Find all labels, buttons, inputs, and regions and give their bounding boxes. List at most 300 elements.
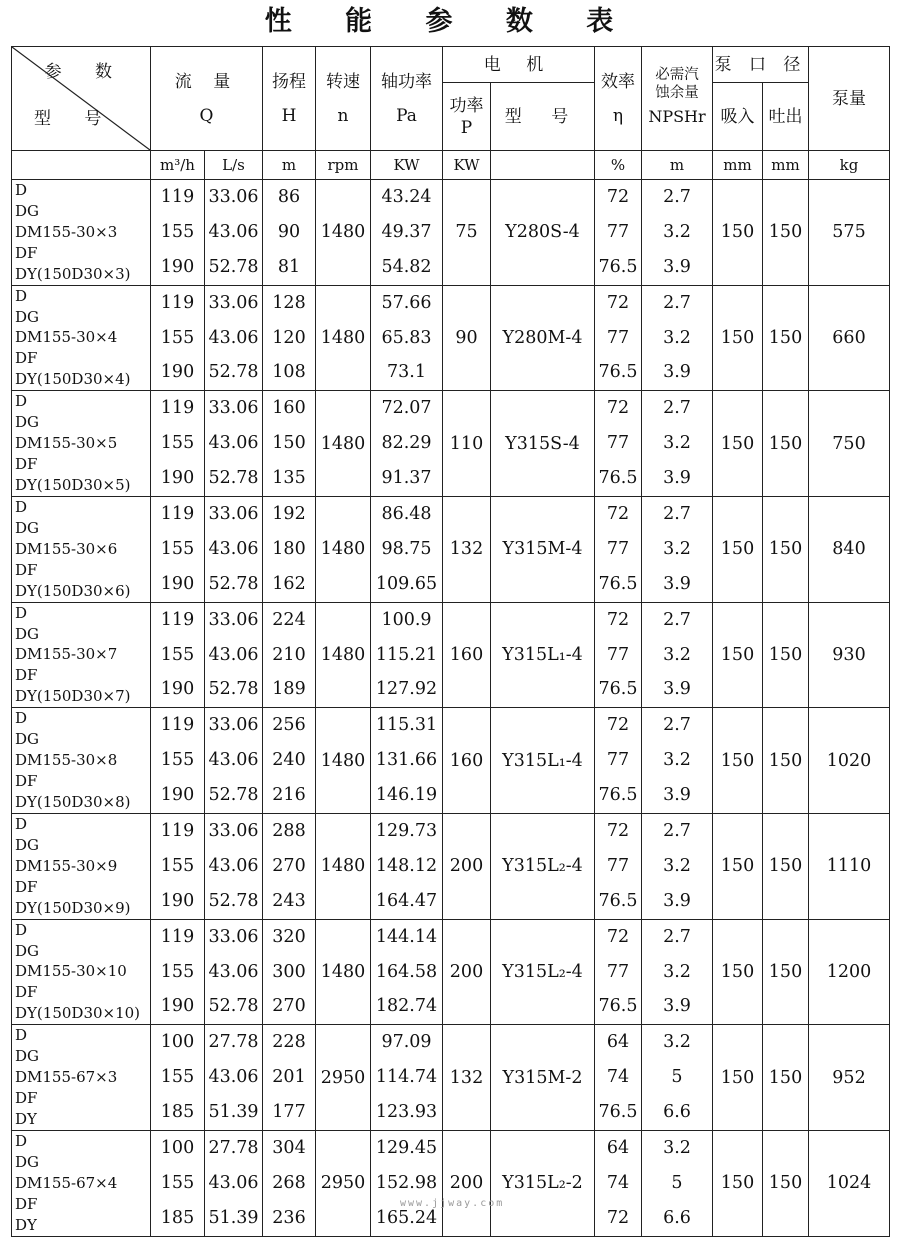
shaft-power-value: 65.83 [381,327,432,348]
head-value: 108 [272,362,306,383]
npsh-header [642,47,713,151]
flow-ls-value: 43.06 [208,327,259,348]
npsh-cell [642,1131,713,1237]
npsh-value: 3.2 [663,327,691,348]
head-value: 177 [272,1102,306,1123]
pump-weight-value: 1200 [809,919,890,1025]
shaft-power-cell [371,497,443,603]
motor-power-value: 75 [443,180,491,286]
head-value: 240 [272,750,306,771]
shaft-power-value: 54.82 [381,256,432,277]
efficiency-value: 76.5 [598,890,638,911]
npsh-value: 5 [671,1067,683,1088]
motor-power-value: 110 [443,391,491,497]
speed-value: 1480 [316,602,371,708]
head-value: 135 [272,468,306,489]
efficiency-value: 76.5 [598,362,638,383]
model-name: DM155-30×7 [15,645,118,664]
npsh-value: 2.7 [663,821,691,842]
speed-value: 1480 [316,497,371,603]
pump-weight-value: 660 [809,285,890,391]
efficiency-value: 76.5 [598,785,638,806]
pump-weight-value: 952 [809,1025,890,1131]
flow-m3h-value: 185 [160,1207,195,1228]
model-name: DM155-30×8 [15,751,118,770]
flow-ls-value: 33.06 [208,504,259,525]
efficiency-value: 72 [606,187,630,207]
head-value: 288 [272,821,306,842]
flow-label: 流 量 [174,71,239,92]
efficiency-value: 76.5 [598,996,638,1017]
flow-ls-value: 27.78 [208,1138,259,1159]
inlet-diameter-value: 150 [713,708,763,814]
flow-ls-cell [205,919,263,1025]
model-name: D [15,392,28,411]
flow-ls-value: 43.06 [208,433,259,454]
shaft-power-value: 182.74 [375,996,438,1017]
speed-value: 1480 [316,391,371,497]
motor-power-value: 200 [443,814,491,920]
head-cell [263,285,316,391]
shaft-power-value: 115.21 [375,644,438,665]
motor-power-value: 132 [443,497,491,603]
shaft-power-value: 129.73 [375,821,438,842]
npsh-value: 3.9 [663,573,691,594]
flow-ls-cell [205,285,263,391]
motor-model-value: Y280S-4 [491,180,595,286]
model-name: DY(150D30×7) [15,687,131,706]
flow-m3h-value: 100 [160,1032,195,1053]
flow-ls-value: 52.78 [208,256,259,277]
head-value: 320 [272,926,306,947]
npsh-value: 2.7 [663,187,691,207]
flow-ls-cell [205,497,263,603]
model-name: DF [15,1194,38,1213]
model-name: DY(150D30×8) [15,792,131,811]
model-name: DF [15,877,38,896]
shaft-power-value: 164.47 [375,890,438,911]
model-name: D [15,286,28,305]
model-name: D [15,603,28,622]
model-name: D [15,498,28,517]
unit-shaft-power: KW [371,151,443,180]
head-cell [263,814,316,920]
weight-header: 泵量 [809,47,890,151]
flow-m3h-value: 119 [160,292,195,313]
motor-model-value: Y280M-4 [491,285,595,391]
head-value: 192 [272,504,306,525]
model-cell [12,180,151,286]
speed-value: 1480 [316,814,371,920]
pump-model-row [12,1025,890,1131]
npsh-cell [642,919,713,1025]
unit-weight: kg [809,151,890,180]
model-name: DG [15,835,40,854]
model-name: DM155-30×3 [15,222,118,241]
shaft-power-value: 109.65 [375,573,438,594]
motor-power-value: 160 [443,602,491,708]
efficiency-header [595,47,642,151]
pump-weight-value: 750 [809,391,890,497]
flow-m3h-value: 155 [160,221,195,242]
flow-ls-value: 51.39 [208,1207,259,1228]
npsh-cell [642,391,713,497]
flow-ls-value: 43.06 [208,961,259,982]
efficiency-value: 77 [606,750,630,771]
shaft-power-value: 98.75 [381,538,432,559]
flow-m3h-value: 119 [160,926,195,947]
shaft-power-value: 57.66 [381,292,432,313]
model-name: DM155-67×4 [15,1173,118,1192]
model-name: DM155-67×3 [15,1068,118,1087]
efficiency-value: 77 [606,855,630,876]
flow-m3h-value: 155 [160,1067,195,1088]
outlet-diameter-value: 150 [763,180,809,286]
motor-model-value: Y315L₁-4 [491,708,595,814]
head-value: 228 [272,1032,306,1053]
head-cell [263,497,316,603]
flow-ls-value: 52.78 [208,362,259,383]
flow-m3h-cell [151,1025,205,1131]
inlet-diameter-value: 150 [713,497,763,603]
head-cell [263,708,316,814]
head-value: 162 [272,573,306,594]
flow-ls-value: 52.78 [208,890,259,911]
flow-m3h-value: 119 [160,821,195,842]
flow-ls-cell [205,814,263,920]
shaft-power-value: 165.24 [375,1207,438,1228]
head-value: 180 [272,538,306,559]
unit-cell-empty [12,151,151,180]
efficiency-value: 74 [606,1172,630,1193]
shaft-power-value: 97.09 [381,1032,432,1053]
unit-efficiency: % [595,151,642,180]
npsh-value: 2.7 [663,926,691,947]
model-name: DY(150D30×3) [15,264,131,283]
flow-m3h-cell [151,180,205,286]
flow-m3h-value: 190 [160,996,195,1017]
head-value: 270 [272,996,306,1017]
flow-ls-value: 33.06 [208,292,259,313]
model-name: DG [15,624,40,643]
pump-model-row [12,708,890,814]
efficiency-value: 72 [606,926,630,947]
flow-ls-value: 43.06 [208,538,259,559]
pump-weight-value: 1024 [809,1131,890,1237]
npsh-value: 6.6 [663,1102,691,1123]
npsh-value: 2.7 [663,398,691,419]
flow-ls-value: 33.06 [208,821,259,842]
motor-model-value: Y315M-2 [491,1025,595,1131]
flow-m3h-value: 119 [160,609,195,630]
corner-header [12,47,151,151]
motor-power-value: 200 [443,1131,491,1237]
flow-m3h-value: 155 [160,538,195,559]
flow-ls-value: 33.06 [208,187,259,207]
unit-head: m [263,151,316,180]
outlet-diameter-value: 150 [763,391,809,497]
flow-ls-value: 33.06 [208,926,259,947]
flow-header [151,47,263,151]
model-name: DY(150D30×4) [15,370,131,389]
flow-m3h-value: 155 [160,750,195,771]
port-in-header: 吸入 [713,83,763,151]
unit-motor-power: KW [443,151,491,180]
pump-model-row [12,814,890,920]
head-cell [263,1131,316,1237]
flow-ls-value: 43.06 [208,750,259,771]
unit-flow-ls: L/s [205,151,263,180]
flow-ls-value: 33.06 [208,715,259,736]
pump-weight-value: 1020 [809,708,890,814]
inlet-diameter-value: 150 [713,285,763,391]
flow-m3h-cell [151,285,205,391]
npsh-value: 3.2 [663,1138,691,1159]
model-name: DG [15,413,40,432]
flow-m3h-value: 155 [160,327,195,348]
efficiency-value: 77 [606,961,630,982]
flow-ls-value: 43.06 [208,1172,259,1193]
shaft-power-value: 164.58 [375,961,438,982]
efficiency-value: 74 [606,1067,630,1088]
npsh-value: 2.7 [663,504,691,525]
head-value: 150 [272,433,306,454]
flow-m3h-value: 119 [160,715,195,736]
pump-weight-value: 840 [809,497,890,603]
flow-ls-value: 33.06 [208,398,259,419]
efficiency-value: 64 [606,1138,630,1159]
speed-value: 2950 [316,1131,371,1237]
model-name: D [15,709,28,728]
head-symbol: H [281,105,297,126]
head-value: 236 [272,1207,306,1228]
efficiency-value: 77 [606,433,630,454]
flow-m3h-value: 155 [160,961,195,982]
head-value: 304 [272,1138,306,1159]
outlet-diameter-value: 150 [763,602,809,708]
npsh-symbol: NPSHr [648,106,706,126]
shaft-power-cell [371,708,443,814]
shaft-power-cell [371,180,443,286]
model-name: DM155-30×10 [15,962,127,981]
flow-m3h-value: 155 [160,433,195,454]
npsh-value: 3.2 [663,855,691,876]
model-cell [12,708,151,814]
shaft-power-value: 100.9 [381,609,432,630]
efficiency-value: 76.5 [598,679,638,700]
outlet-diameter-value: 150 [763,1025,809,1131]
motor-power-value: 200 [443,919,491,1025]
flow-m3h-value: 190 [160,362,195,383]
model-name: D [15,181,28,199]
flow-m3h-value: 190 [160,890,195,911]
inlet-diameter-value: 150 [713,180,763,286]
flow-ls-cell [205,708,263,814]
outlet-diameter-value: 150 [763,919,809,1025]
shaft-power-value: 146.19 [375,785,438,806]
efficiency-cell [595,180,642,286]
flow-m3h-value: 100 [160,1138,195,1159]
npsh-value: 3.2 [663,961,691,982]
model-name: DF [15,560,38,579]
unit-flow-m3h: m³/h [151,151,205,180]
model-cell [12,497,151,603]
flow-m3h-value: 119 [160,398,195,419]
model-name: DF [15,455,38,474]
head-cell [263,1025,316,1131]
head-value: 201 [272,1067,306,1088]
shaft-power-value: 127.92 [375,679,438,700]
model-name: DM155-30×5 [15,434,118,453]
inlet-diameter-value: 150 [713,391,763,497]
head-value: 90 [277,221,301,242]
inlet-diameter-value: 150 [713,814,763,920]
inlet-diameter-value: 150 [713,602,763,708]
pump-model-row [12,497,890,603]
model-cell [12,814,151,920]
unit-inlet: mm [713,151,763,180]
flow-m3h-cell [151,708,205,814]
efficiency-cell [595,814,642,920]
shaft-power-value: 148.12 [375,855,438,876]
npsh-value: 2.7 [663,609,691,630]
flow-m3h-cell [151,497,205,603]
efficiency-value: 77 [606,221,630,242]
shaft-power-value: 86.48 [381,504,432,525]
watermark: www.jjway.com [400,1198,505,1209]
efficiency-value: 72 [606,715,630,736]
model-name: DG [15,201,40,220]
shaft-power-header [371,47,443,151]
npsh-cell [642,1025,713,1131]
head-label: 扬程 [272,71,306,92]
shaft-power-cell [371,391,443,497]
shaft-power-cell [371,919,443,1025]
shaft-power-value: 43.24 [381,187,432,207]
efficiency-value: 72 [606,821,630,842]
model-label: 型 号 [34,109,116,129]
shaft-power-value: 72.07 [381,398,432,419]
pump-model-row [12,180,890,286]
speed-value: 1480 [316,708,371,814]
flow-m3h-cell [151,602,205,708]
efficiency-cell [595,602,642,708]
model-name: DY [15,1215,37,1234]
motor-power-value: 132 [443,1025,491,1131]
model-name: DY(150D30×10) [15,1004,141,1023]
npsh-value: 3.2 [663,750,691,771]
efficiency-cell [595,391,642,497]
motor-power-value: 160 [443,708,491,814]
flow-m3h-cell [151,391,205,497]
npsh-value: 3.9 [663,256,691,277]
motor-model-header: 型 号 [491,83,595,151]
npsh-cell [642,180,713,286]
npsh-value: 3.2 [663,644,691,665]
npsh-value: 3.9 [663,679,691,700]
npsh-value: 3.2 [663,1032,691,1053]
pump-model-row [12,285,890,391]
efficiency-value: 76.5 [598,1102,638,1123]
pump-weight-value: 575 [809,180,890,286]
unit-speed: rpm [316,151,371,180]
shaft-power-value: 114.74 [375,1067,438,1088]
speed-label: 转速 [326,71,360,92]
flow-m3h-value: 155 [160,644,195,665]
inlet-diameter-value: 150 [713,1131,763,1237]
npsh-cell [642,708,713,814]
outlet-diameter-value: 150 [763,285,809,391]
page-title: 性 能 参 数 表 [264,6,636,37]
model-name: DF [15,983,38,1002]
motor-model-value: Y315S-4 [491,391,595,497]
model-name: DG [15,730,40,749]
shaft-power-value: 49.37 [381,221,432,242]
unit-npsh: m [642,151,713,180]
speed-value: 1480 [316,180,371,286]
model-name: DG [15,1152,40,1171]
flow-ls-cell [205,391,263,497]
efficiency-value: 77 [606,538,630,559]
npsh-cell [642,814,713,920]
efficiency-symbol: η [612,105,624,126]
flow-ls-cell [205,602,263,708]
efficiency-value: 72 [606,292,630,313]
npsh-value: 2.7 [663,292,691,313]
shaft-power-symbol: Pa [396,105,417,126]
flow-ls-value: 43.06 [208,855,259,876]
shaft-power-value: 152.98 [375,1172,438,1193]
head-cell [263,602,316,708]
head-value: 243 [272,890,306,911]
shaft-power-value: 115.31 [375,715,438,736]
head-cell [263,919,316,1025]
param-label: 参 数 [44,62,126,82]
port-out-header: 吐出 [763,83,809,151]
unit-motor-model [491,151,595,180]
flow-m3h-cell [151,1131,205,1237]
shaft-power-value: 129.45 [375,1138,438,1159]
motor-model-value: Y315L₁-4 [491,602,595,708]
model-name: DF [15,1089,38,1108]
head-value: 86 [277,187,301,207]
inlet-diameter-value: 150 [713,919,763,1025]
flow-m3h-value: 185 [160,1102,195,1123]
flow-m3h-value: 119 [160,504,195,525]
flow-m3h-value: 190 [160,256,195,277]
npsh-value: 3.9 [663,890,691,911]
flow-ls-value: 52.78 [208,996,259,1017]
model-name: DM155-30×6 [15,539,118,558]
shaft-power-cell [371,1131,443,1237]
model-name: DF [15,243,38,262]
shaft-power-cell [371,285,443,391]
flow-m3h-value: 190 [160,573,195,594]
model-cell [12,919,151,1025]
pump-weight-value: 1110 [809,814,890,920]
efficiency-value: 72 [606,1207,630,1228]
speed-value: 1480 [316,285,371,391]
flow-m3h-value: 190 [160,785,195,806]
head-value: 300 [272,961,306,982]
npsh-cell [642,602,713,708]
npsh-value: 5 [671,1172,683,1193]
model-name: DM155-30×9 [15,856,118,875]
flow-ls-cell [205,1025,263,1131]
model-name: DG [15,307,40,326]
npsh-line2: 蚀余量 [655,84,699,101]
model-name: DG [15,1047,40,1066]
